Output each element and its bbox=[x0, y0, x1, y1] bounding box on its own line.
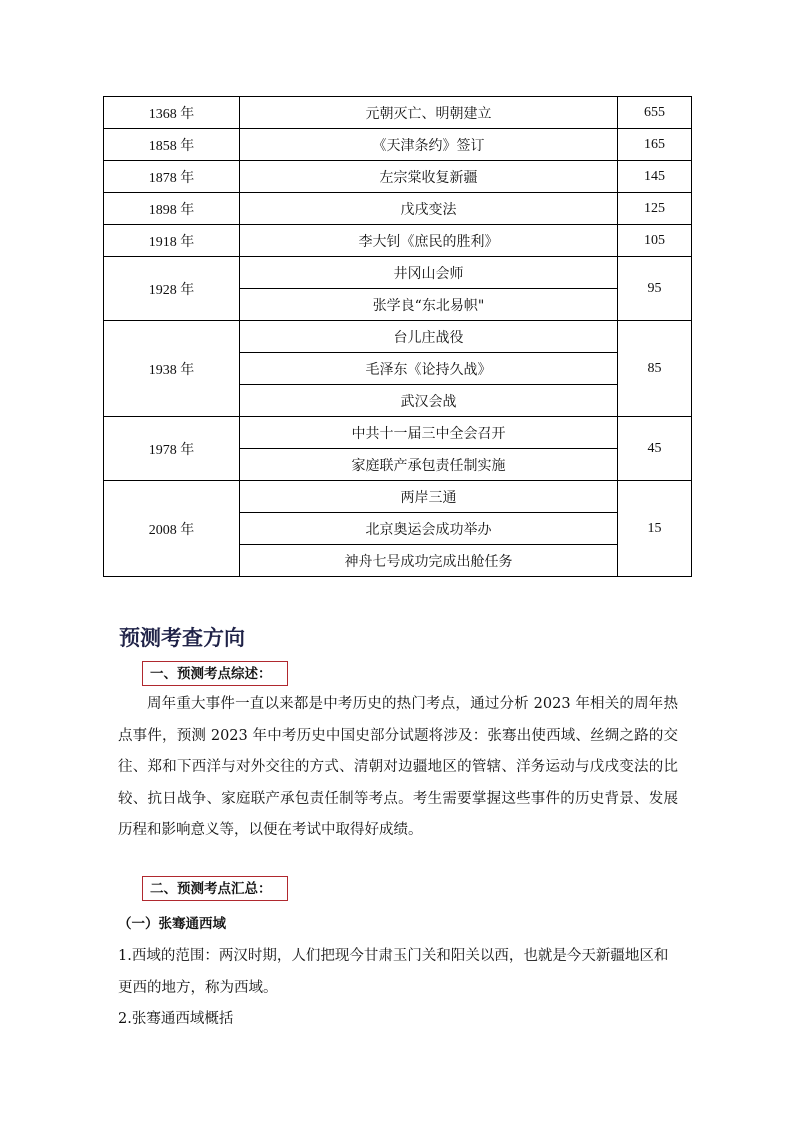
year-cell: 1978 年 bbox=[104, 417, 240, 481]
table-row bbox=[104, 161, 692, 193]
event-cell: 左宗棠收复新疆 bbox=[240, 161, 618, 193]
event-cell: 元朝灭亡、明朝建立 bbox=[240, 97, 618, 129]
table-row bbox=[104, 257, 692, 289]
heading-box-summary: 二、预测考点汇总： bbox=[142, 876, 288, 901]
year-cell: 1878 年 bbox=[104, 161, 240, 193]
year-cell: 1858 年 bbox=[104, 129, 240, 161]
event-cell: 神舟七号成功完成出舱任务 bbox=[240, 545, 618, 577]
anniversary-cell: 15 bbox=[618, 481, 692, 577]
year-cell: 1918 年 bbox=[104, 225, 240, 257]
table-row bbox=[104, 481, 692, 513]
table-row bbox=[104, 129, 692, 161]
heading-box-overview: 一、预测考点综述： bbox=[142, 661, 288, 686]
anniversary-cell: 655 bbox=[618, 97, 692, 129]
year-cell: 1938 年 bbox=[104, 321, 240, 417]
body-line-2: 2.张骞通西域概括 bbox=[118, 1011, 234, 1027]
anniversary-cell: 125 bbox=[618, 193, 692, 225]
year-cell: 2008 年 bbox=[104, 481, 240, 577]
anniversary-cell: 165 bbox=[618, 129, 692, 161]
section-title: 预测考查方向 bbox=[119, 626, 245, 650]
event-cell: 武汉会战 bbox=[240, 385, 618, 417]
year-cell: 1928 年 bbox=[104, 257, 240, 321]
table-row bbox=[104, 193, 692, 225]
event-cell: 井冈山会师 bbox=[240, 257, 618, 289]
subsection-title: （一）张骞通西域 bbox=[118, 916, 226, 932]
anniversary-cell: 45 bbox=[618, 417, 692, 481]
anniversary-table bbox=[103, 96, 692, 577]
event-cell: 中共十一届三中全会召开 bbox=[240, 417, 618, 449]
event-cell: 张学良“东北易帜" bbox=[240, 289, 618, 321]
event-cell: 《天津条约》签订 bbox=[240, 129, 618, 161]
anniversary-cell: 145 bbox=[618, 161, 692, 193]
event-cell: 李大钊《庶民的胜利》 bbox=[240, 225, 618, 257]
table-row bbox=[104, 97, 692, 129]
anniversary-cell: 85 bbox=[618, 321, 692, 417]
body-line-1: 1.西域的范围：两汉时期，人们把现今甘肃玉门关和阳关以西，也就是今天新疆地区和更西的地方，称为西域。 bbox=[118, 948, 669, 996]
year-cell: 1898 年 bbox=[104, 193, 240, 225]
table-row bbox=[104, 225, 692, 257]
anniversary-cell: 105 bbox=[618, 225, 692, 257]
event-cell: 北京奥运会成功举办 bbox=[240, 513, 618, 545]
table-row bbox=[104, 321, 692, 353]
event-cell: 毛泽东《论持久战》 bbox=[240, 353, 618, 385]
event-cell: 台儿庄战役 bbox=[240, 321, 618, 353]
anniversary-cell: 95 bbox=[618, 257, 692, 321]
event-cell: 家庭联产承包责任制实施 bbox=[240, 449, 618, 481]
year-cell: 1368 年 bbox=[104, 97, 240, 129]
overview-paragraph: 周年重大事件一直以来都是中考历史的热门考点，通过分析 2023 年相关的周年热点事件，预测 2023 年中考历史中国史部分试题将涉及：张骞出使西域、丝绸之路的交往、郑和下西洋与对外交往的方式、清朝对边疆地区的管辖、洋务运动与戊戌变法的比较、抗日战争、家庭联产承包责任制等考点。考生需要掌握这些事件的历史背景、发展历程和影响意义等，以便在考试中取得好成绩。 bbox=[118, 696, 678, 838]
event-cell: 戊戌变法 bbox=[240, 193, 618, 225]
event-cell: 两岸三通 bbox=[240, 481, 618, 513]
table-row bbox=[104, 417, 692, 449]
